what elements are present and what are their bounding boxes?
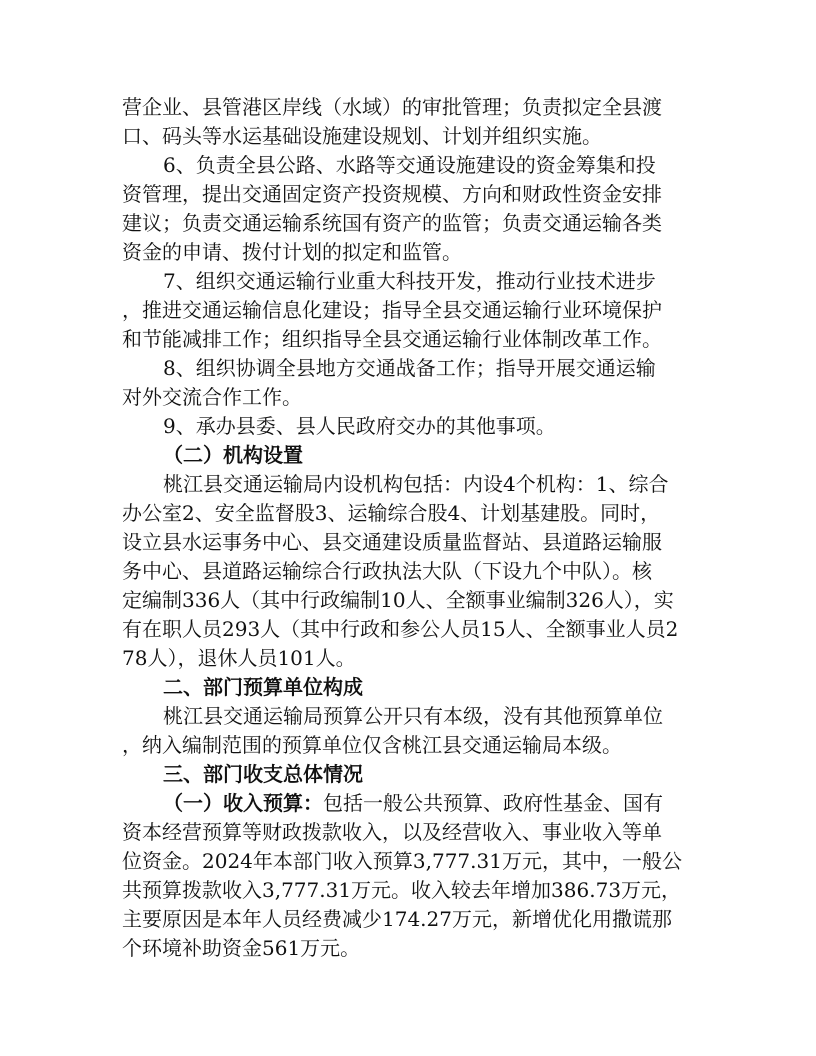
paragraph-line: 资管理，提出交通固定资产投资规模、方向和财政性资金安排	[122, 182, 662, 206]
paragraph-line: 营企业、县管港区岸线（水域）的审批管理；负责拟定全县渡	[122, 95, 662, 119]
paragraph-line: 9、承办县委、县人民政府交办的其他事项。	[163, 414, 556, 438]
section-heading: （二）机构设置	[163, 443, 303, 467]
paragraph-line: 对外交流合作工作。	[122, 385, 302, 409]
paragraph-line: 口、码头等水运基础设施建设规划、计划并组织实施。	[122, 124, 602, 148]
paragraph-line: 主要原因是本年人员经费减少174.27万元，新增优化用撒谎那	[122, 907, 672, 931]
paragraph-line: 办公室2、安全监督股3、运输综合股4、计划基建股。同时，	[122, 501, 661, 525]
paragraph-line: 共预算拨款收入3,777.31万元。收入较去年增加386.73万元，	[122, 878, 682, 902]
section-heading: 三、部门收支总体情况	[163, 762, 363, 786]
paragraph-line: 有在职人员293人（其中行政和参公人员15人、全额事业人员2	[122, 617, 679, 641]
paragraph-line: 位资金。2024年本部门收入预算3,777.31万元，其中，一般公	[122, 849, 682, 873]
paragraph-line: 建议；负责交通运输系统国有资产的监管；负责交通运输各类	[122, 211, 662, 235]
paragraph-line: 7、组织交通运输行业重大科技开发，推动行业技术进步	[163, 269, 656, 293]
paragraph-line: 桃江县交通运输局内设机构包括：内设4个机构：1、综合	[163, 472, 669, 496]
subsection-label: （一）收入预算：	[163, 791, 323, 815]
section-heading: 二、部门预算单位构成	[163, 675, 363, 699]
paragraph-line: 和节能减排工作；组织指导全县交通运输行业体制改革工作。	[122, 327, 662, 351]
paragraph-line: 78人），退休人员101人。	[122, 646, 356, 670]
paragraph-line: ，纳入编制范围的预算单位仅含桃江县交通运输局本级。	[122, 733, 622, 757]
paragraph-line: 资本经营预算等财政拨款收入，以及经营收入、事业收入等单	[122, 820, 662, 844]
paragraph-line: 资金的申请、拨付计划的拟定和监管。	[122, 240, 462, 264]
paragraph-line: 桃江县交通运输局预算公开只有本级，没有其他预算单位	[163, 704, 663, 728]
paragraph-line: 务中心、县道路运输综合行政执法大队（下设九个中队）。核	[122, 559, 652, 583]
paragraph-line: 个环境补助资金561万元。	[122, 936, 361, 960]
paragraph-line: 6、负责全县公路、水路等交通设施建设的资金筹集和投	[163, 153, 656, 177]
paragraph-line	[163, 788, 703, 818]
paragraph-line: 定编制336人（其中行政编制10人、全额事业编制326人），实	[122, 588, 674, 612]
paragraph-text: 包括一般公共预算、政府性基金、国有	[323, 791, 663, 815]
paragraph-line: 设立县水运事务中心、县交通建设质量监督站、县道路运输服	[122, 530, 662, 554]
paragraph-line: ，推进交通运输信息化建设；指导全县交通运输行业环境保护	[122, 298, 662, 322]
paragraph-line: 8、组织协调全县地方交通战备工作；指导开展交通运输	[163, 356, 656, 380]
